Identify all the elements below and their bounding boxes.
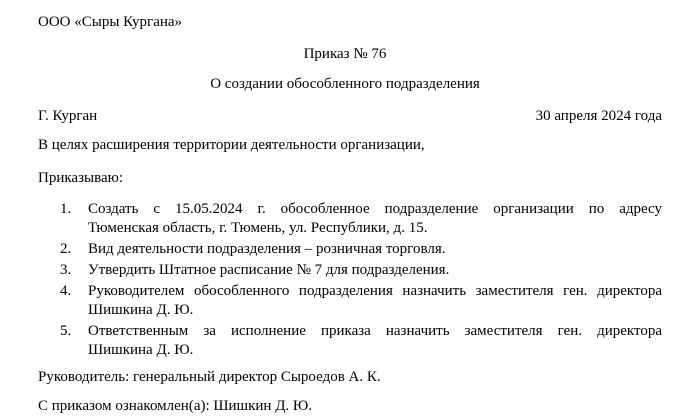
list-item <box>60 261 662 280</box>
order-items <box>60 200 662 362</box>
list-item <box>60 240 662 259</box>
list-item <box>60 200 662 238</box>
acknowledgement: С приказом ознакомлен(а): Шишкин Д. Ю. <box>38 398 313 414</box>
item-text-line2: Тюменская область, г. Тюмень, ул. Республики, д. 15. <box>88 220 428 236</box>
order-word: Приказываю: <box>38 170 123 186</box>
item-text-line1: Ответственным за исполнение приказа назначить заместителя ген. директора <box>88 323 662 339</box>
organization-name: ООО «Сыры Кургана» <box>38 14 183 30</box>
item-text-line2: Шишкина Д. Ю. <box>88 342 194 358</box>
item-text-line1: Создать с 15.05.2024 г. обособленное подразделение организации по адресу <box>88 201 662 217</box>
item-number: 4. <box>60 283 72 299</box>
city: Г. Курган <box>38 108 98 124</box>
order-date: 30 апреля 2024 года <box>535 108 662 124</box>
list-item <box>60 322 662 360</box>
item-number: 3. <box>60 262 72 278</box>
order-subtitle: О создании обособленного подразделения <box>210 76 480 92</box>
item-text-line1: Руководителем обособленного подразделения назначить заместителя ген. директора <box>88 283 662 299</box>
intro-text: В целях расширения территории деятельности организации, <box>38 137 425 153</box>
item-number: 5. <box>60 323 72 339</box>
head-signature: Руководитель: генеральный директор Сыроедов А. К. <box>38 369 381 385</box>
item-text-line1: Утвердить Штатное расписание № 7 для подразделения. <box>88 262 450 278</box>
item-number: 1. <box>60 201 72 217</box>
list-item <box>60 282 662 320</box>
item-number: 2. <box>60 241 72 257</box>
order-title: Приказ № 76 <box>303 46 387 62</box>
item-text-line1: Вид деятельности подразделения – розничная торговля. <box>88 241 446 257</box>
item-text-line2: Шишкина Д. Ю. <box>88 302 194 318</box>
